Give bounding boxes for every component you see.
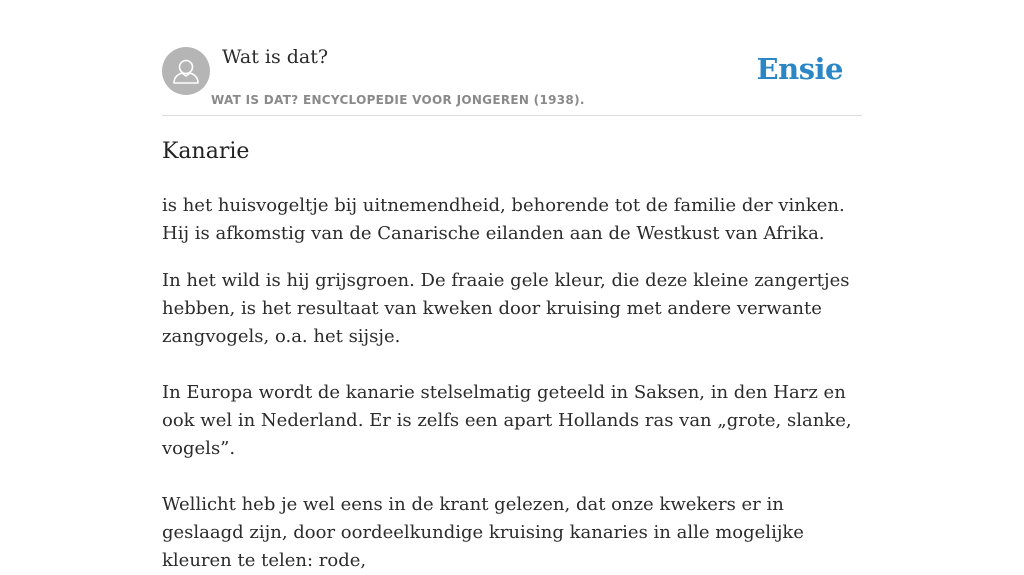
article-paragraph: is het huisvogeltje bij uitnemendheid, behorende tot de familie der vinken. Hij is afkomstig van de Canarische eilanden aan de Westkust van Afrika. (162, 195, 845, 244)
article-paragraph: Wellicht heb je wel eens in de krant gelezen, dat onze kwekers er in geslaagd zijn, door oordeelkundige kruising kanaries in alle mogelijke kleuren te telen: rode, (162, 494, 804, 571)
source-subtitle: WAT IS DAT? ENCYCLOPEDIE VOOR JONGEREN (1938). (211, 93, 585, 107)
article-body (162, 192, 866, 575)
article-title: Kanarie (162, 139, 250, 164)
source-header (162, 0, 862, 116)
article-paragraph: In Europa wordt de kanarie stelselmatig geteeld in Saksen, in den Harz en ook wel in Nederland. Er is zelfs een apart Hollands ras van „grote, slanke, vogels”. (162, 382, 852, 459)
content-column (162, 0, 862, 571)
source-name-link[interactable]: Wat is dat? (222, 46, 329, 68)
ensie-logo[interactable]: Ensie (756, 52, 843, 86)
user-outline-icon-graphic (162, 47, 210, 95)
user-outline-icon[interactable] (162, 47, 210, 95)
article-paragraph: In het wild is hij grijsgroen. De fraaie gele kleur, die deze kleine zangertjes hebben, is het resultaat van kweken door kruising met andere verwante zangvogels, o.a. het sijsje. (162, 270, 850, 347)
